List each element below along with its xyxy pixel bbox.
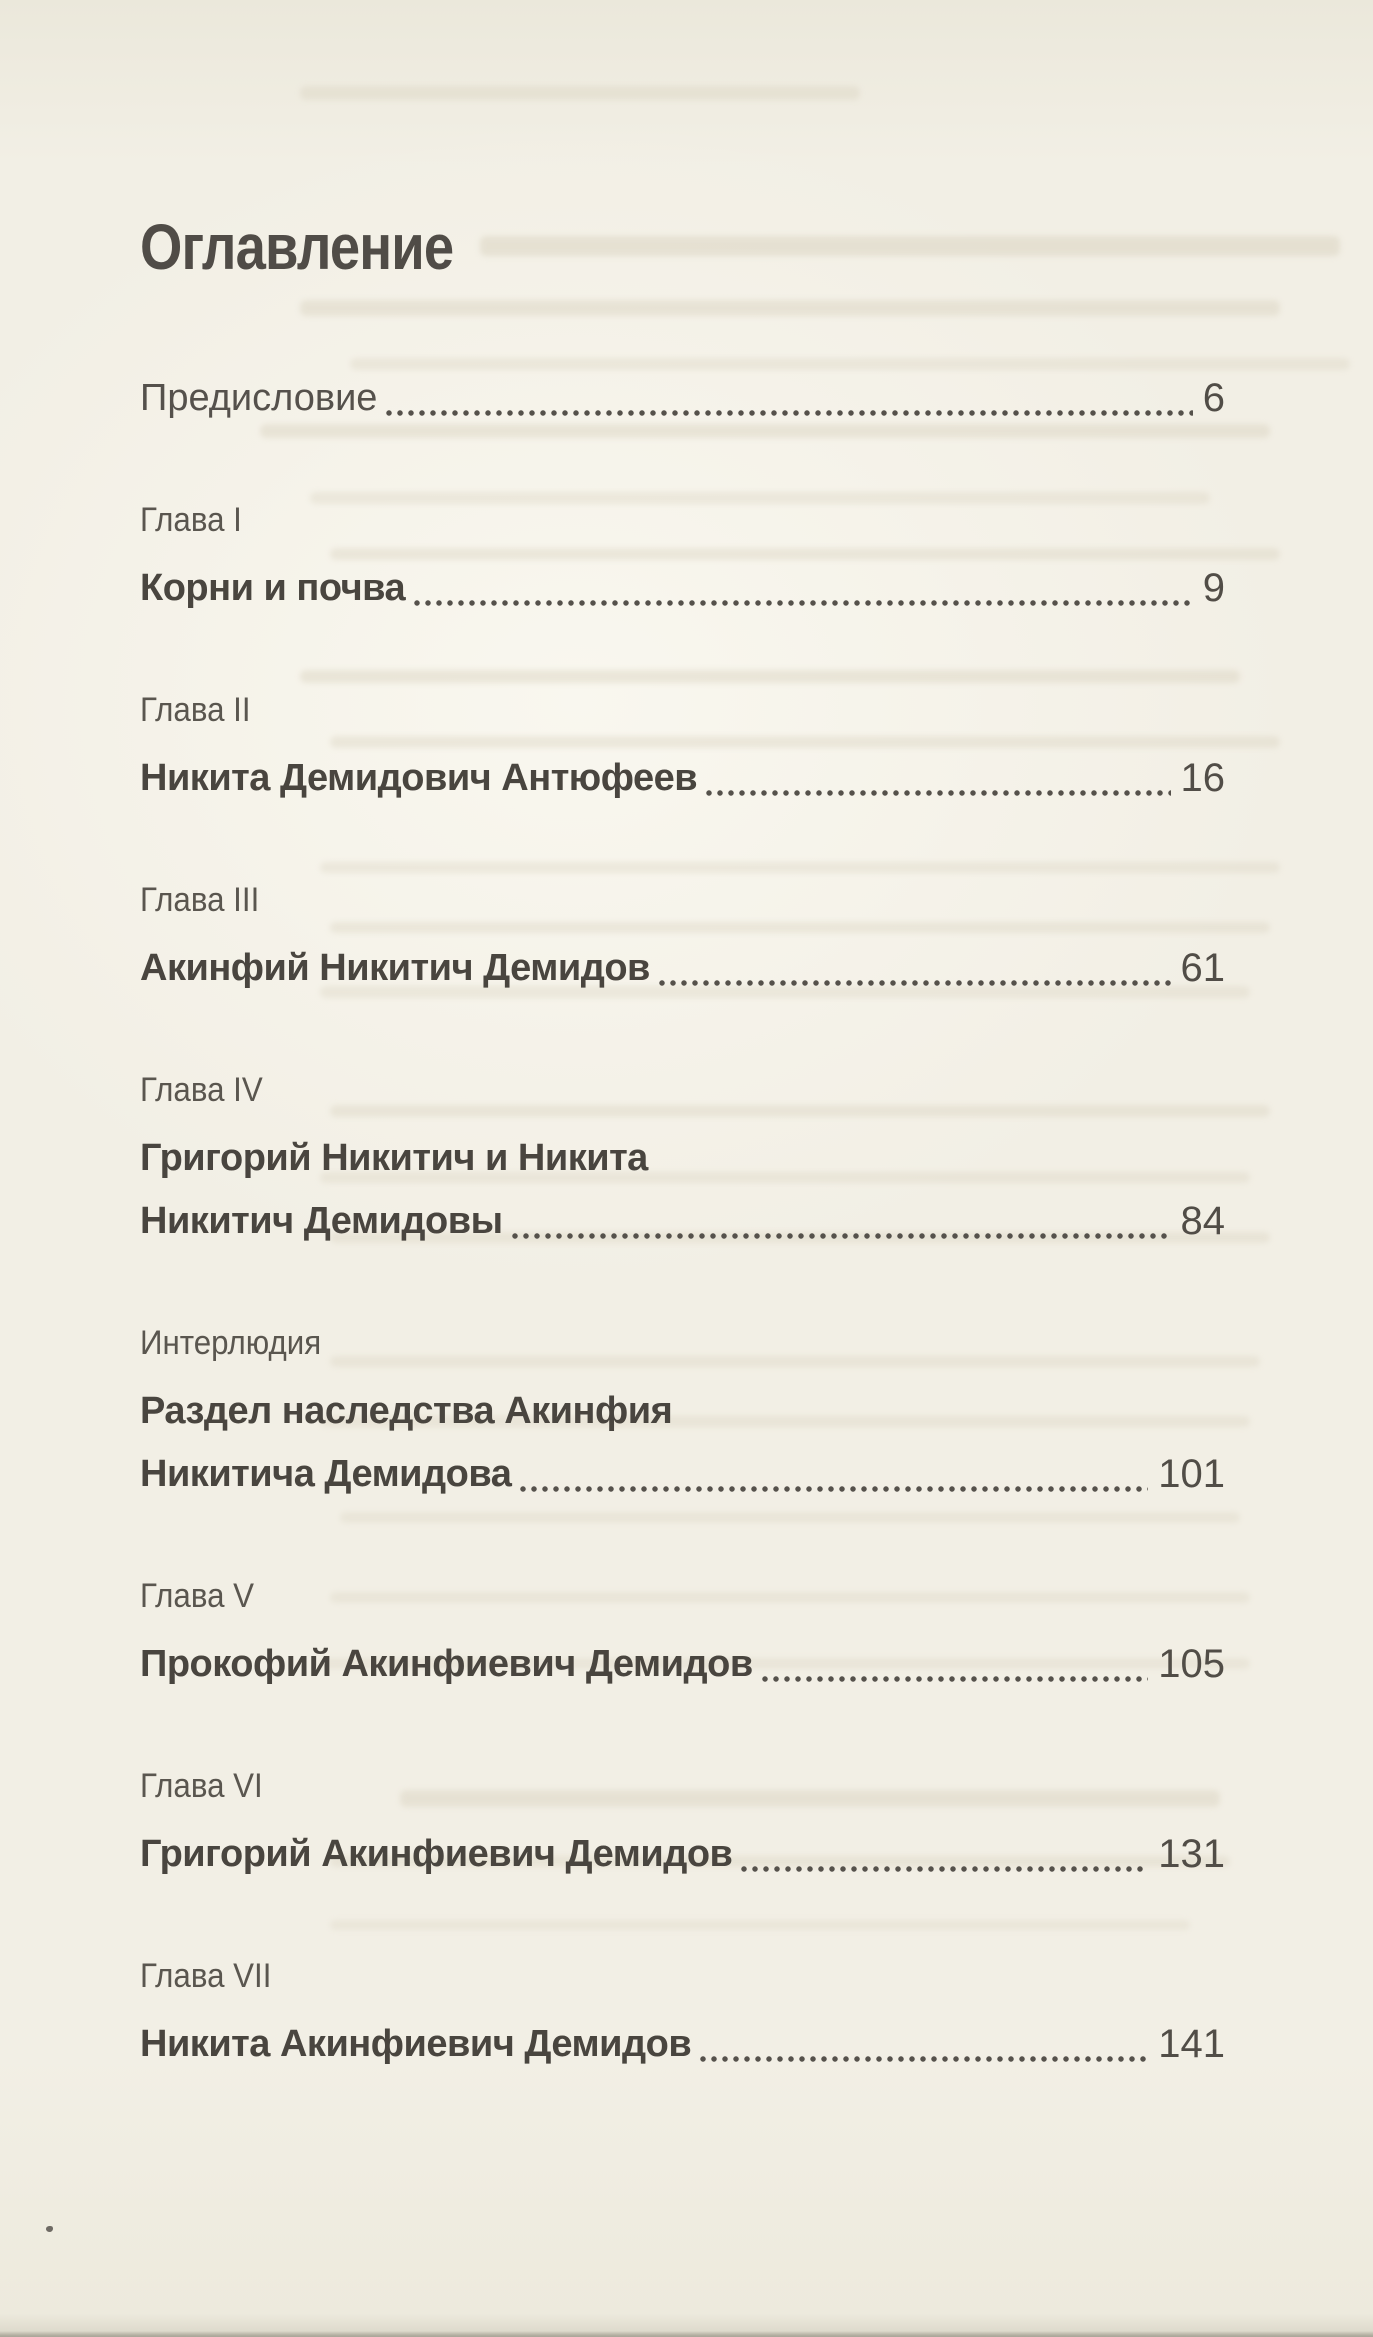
chapter-title: Раздел наследства Акинфия [140, 1390, 673, 1432]
chapter-title: Акинфий Никитич Демидов [140, 947, 650, 989]
chapter-title: Корни и почва [140, 567, 406, 609]
toc-entry-line [140, 1443, 1225, 1506]
dot-leader [659, 979, 1171, 987]
chapter-title-lines [140, 2013, 1225, 2076]
chapter-label: Глава VII [140, 1957, 272, 1995]
toc-entry [140, 1323, 1225, 1506]
toc-entry-line [140, 1633, 1225, 1696]
ink-speck [46, 2226, 53, 2232]
dot-leader [512, 1232, 1171, 1240]
chapter-title-lines [140, 747, 1225, 810]
page-number: 61 [1180, 946, 1225, 990]
page-title: Оглавление [140, 211, 454, 283]
page-number: 9 [1202, 566, 1225, 610]
toc-entry-line [140, 1823, 1225, 1886]
page-bottom-edge [0, 2331, 1373, 2337]
chapter-title-lines [140, 367, 1225, 430]
toc-entry-line [140, 1380, 1225, 1443]
toc-entry-line [140, 747, 1225, 810]
chapter-label: Глава I [140, 501, 242, 539]
chapter-label: Глава III [140, 881, 260, 919]
page-number: 131 [1158, 1832, 1225, 1876]
chapter-title-lines [140, 1380, 1225, 1506]
toc-entry-line [140, 1190, 1225, 1253]
dot-leader [386, 409, 1192, 417]
toc-entry [140, 880, 1225, 1000]
chapter-title-lines [140, 1823, 1225, 1886]
page-number: 84 [1180, 1199, 1225, 1243]
chapter-title: Никита Демидович Антюфеев [140, 757, 698, 799]
page-number: 101 [1158, 1452, 1225, 1496]
chapter-label: Глава II [140, 691, 251, 729]
dot-leader [700, 2055, 1148, 2063]
toc-entry [140, 690, 1225, 810]
chapter-label: Глава IV [140, 1071, 263, 1109]
toc-entry [140, 1956, 1225, 2076]
toc-entry [140, 1070, 1225, 1253]
chapter-title-lines [140, 1127, 1225, 1253]
chapter-title: Прокофий Акинфиевич Демидов [140, 1643, 753, 1685]
chapter-label: Глава V [140, 1577, 255, 1615]
toc-entry [140, 367, 1225, 430]
toc-entry [140, 1766, 1225, 1886]
chapter-title-lines [140, 557, 1225, 620]
chapter-label: Глава VI [140, 1767, 263, 1805]
page-number: 105 [1158, 1642, 1225, 1686]
chapter-title-lines [140, 1633, 1225, 1696]
toc-entry-line [140, 2013, 1225, 2076]
toc-entry [140, 500, 1225, 620]
table-of-contents [140, 211, 1225, 2076]
dot-leader [706, 789, 1170, 797]
chapter-title: Никитича Демидова [140, 1453, 512, 1495]
toc-entry-line [140, 557, 1225, 620]
chapter-title-lines [140, 937, 1225, 1000]
dot-leader [762, 1675, 1149, 1683]
toc-entry-line [140, 367, 1225, 430]
chapter-title: Григорий Акинфиевич Демидов [140, 1833, 733, 1875]
page-number: 16 [1180, 756, 1225, 800]
chapter-label: Интерлюдия [140, 1324, 322, 1362]
chapter-title: Никита Акинфиевич Демидов [140, 2023, 692, 2065]
chapter-title: Григорий Никитич и Никита [140, 1137, 648, 1179]
chapter-title: Предисловие [140, 377, 378, 419]
dot-leader [741, 1865, 1148, 1873]
dot-leader [414, 599, 1193, 607]
toc-entry [140, 1576, 1225, 1696]
showthrough-smudge [300, 86, 860, 100]
toc-entries [140, 367, 1225, 2076]
toc-entry-line [140, 1127, 1225, 1190]
chapter-title: Никитич Демидовы [140, 1200, 503, 1242]
page-number: 141 [1158, 2022, 1225, 2066]
dot-leader [520, 1485, 1148, 1493]
page-number: 6 [1202, 376, 1225, 420]
toc-entry-line [140, 937, 1225, 1000]
